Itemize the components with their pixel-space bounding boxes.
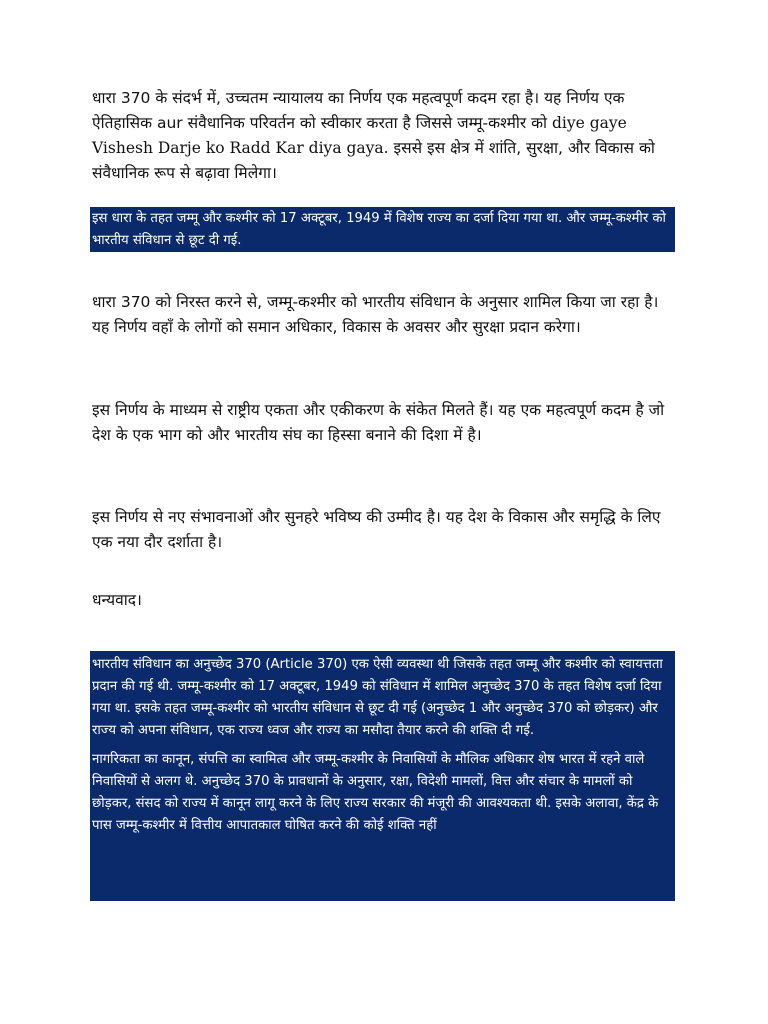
future-paragraph: इस निर्णय से नए संभावनाओं और सुनहरे भविष्य की उम्मीद है। यह देश के विकास और समृद्धि के लिए एक नया दौर दर्शाता है। (92, 508, 661, 551)
intro-text-hindi: धारा 370 के संदर्भ में, उच्चतम न्यायालय का निर्णय एक महत्वपूर्ण कदम रहा है। यह निर्णय एक ऐतिहासिक aur संवैधानिक परिवर्तन को स्वीकार करता है जिससे जम्मू-कश्मीर को (92, 89, 625, 132)
article-370-provisions: नागरिकता का कानून, संपत्ति का स्वामित्व और जम्मू-कश्मीर के निवासियों के मौलिक अधिकार शेष भारत में रहने वाले निवासियों से अलग थे. अनुच्छेद 370 के प्रावधानों के अनुसार, रक्षा, विदेशी मामलों, वित्त और संचार के मामलों को छोड़कर, संसद को राज्य में कानून लागू करने के लिए राज्य सरकार की मंजूरी की आवश्यकता थी. इसके अलावा, केंद्र के पास जम्मू-कश्मीर में वित्तीय आपातकाल घोषित करने की कोई शक्ति नहीं (92, 752, 659, 833)
highlight-box-article-370 (90, 651, 675, 901)
intro-text-hindi-end: इससे इस क्षेत्र में शांति, सुरक्षा, और विकास को संवैधानिक रूप से बढ़ावा मिलेगा। (92, 139, 655, 182)
intro-paragraph (92, 86, 677, 186)
highlight-box-text: इस धारा के तहत जम्मू और कश्मीर को 17 अक्टूबर, 1949 में विशेष राज्य का दर्जा दिया गया था. और जम्मू-कश्मीर को भारतीय संविधान से छूट दी गई. (92, 211, 666, 248)
thanks-paragraph: धन्यवाद। (92, 591, 142, 609)
article-370-description: भारतीय संविधान का अनुच्छेद 370 (Article 370) एक ऐसी व्यवस्था थी जिसके तहत जम्मू और कश्मीर को स्वायत्तता प्रदान की गई थी. जम्मू-कश्मीर को 17 अक्टूबर, 1949 को संविधान में शामिल अनुच्छेद 370 के तहत विशेष दर्जा दिया गया था. इसके तहत जम्मू-कश्मीर को भारतीय संविधान से छूट दी गई (अनुच्छेद 1 और अनुच्छेद 370 को छोड़कर) और राज्य को अपना संविधान, एक राज्य ध्वज और राज्य का मसौदा तैयार करने की शक्ति दी गई. (92, 657, 663, 738)
highlight-box-special-status (90, 207, 675, 252)
intro-text-latin: diye gaye Vishesh Darje ko Radd Kar diya gaya. (92, 114, 627, 157)
abrogation-paragraph: धारा 370 को निरस्त करने से, जम्मू-कश्मीर को भारतीय संविधान के अनुसार शामिल किया जा रहा है। यह निर्णय वहाँ के लोगों को समान अधिकार, विकास के अवसर और सुरक्षा प्रदान करेगा। (92, 293, 659, 336)
unity-paragraph: इस निर्णय के माध्यम से राष्ट्रीय एकता और एकीकरण के संकेत मिलते हैं। यह एक महत्वपूर्ण कदम है जो देश के एक भाग को और भारतीय संघ का हिस्सा बनाने की दिशा में है। (92, 401, 665, 444)
